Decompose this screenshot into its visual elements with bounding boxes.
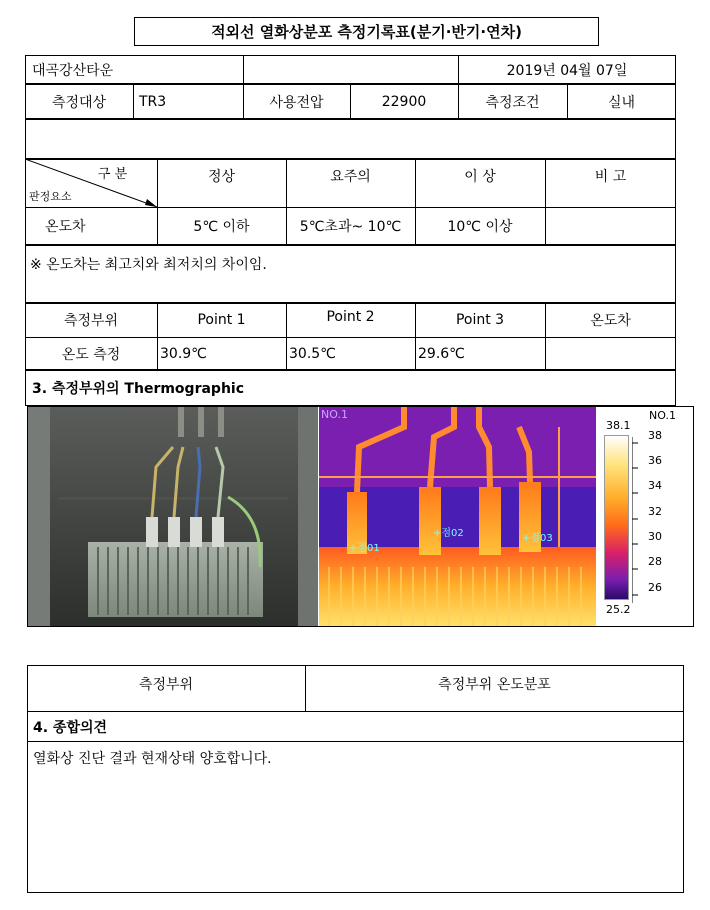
- scale-tick: 34: [648, 479, 662, 492]
- measure-value3: 29.6℃: [418, 345, 465, 362]
- criteria-col-remarks: 비 고: [594, 169, 627, 185]
- criteria-col-caution: 요주의: [330, 169, 371, 185]
- opinion-text: 열화상 진단 결과 현재상태 양호합니다.: [33, 751, 272, 767]
- scale-tick-marks: [632, 435, 646, 605]
- criteria-normal-value: 5℃ 이하: [193, 219, 250, 235]
- section3-title: 3. 측정부위의 Thermographic: [25, 370, 676, 406]
- voltage-label: 사용전압: [269, 94, 324, 111]
- date-field: 2019년 04월 07일: [458, 55, 676, 84]
- scale-max: 38.1: [606, 419, 631, 432]
- measure-point3-label: Point 3: [455, 312, 505, 328]
- bottom-col-position: 측정부위: [138, 677, 194, 693]
- measure-diff-label: 온도차: [590, 313, 631, 329]
- criteria-abnormal-value: 10℃ 이상: [447, 219, 513, 235]
- measure-diff-value: [545, 337, 676, 370]
- thermal-label-top-left: NO.1: [321, 408, 348, 421]
- criteria-header-category: 구 분: [97, 166, 128, 182]
- marker-point1: +점01: [349, 543, 380, 554]
- scale-tick: 36: [648, 454, 662, 467]
- section4-title: 4. 종합의견: [33, 719, 108, 736]
- condition-label: 측정조건: [485, 94, 540, 111]
- blank-row: [25, 119, 676, 159]
- scale-tick: 32: [648, 505, 662, 518]
- target-value: TR3: [139, 93, 167, 110]
- marker-point2: +점02: [433, 528, 464, 539]
- criteria-row-label: 온도차: [45, 219, 86, 235]
- criteria-col-abnormal: 이 상: [464, 169, 496, 185]
- thermal-label-top: NO.1: [649, 409, 676, 422]
- scale-tick: 26: [648, 581, 662, 594]
- criteria-col-normal: 정상: [207, 169, 236, 185]
- condition-value: 실내: [607, 94, 636, 111]
- measure-row-label: 온도 측정: [61, 346, 121, 363]
- criteria-caution-value: 5℃초과~ 10℃: [299, 219, 402, 235]
- color-scale-bar: [604, 435, 629, 600]
- temperature-scale-panel: [596, 407, 693, 626]
- scale-min: 25.2: [606, 603, 631, 616]
- criteria-remarks-value: [545, 207, 676, 245]
- site-name: 대곡강산타운: [25, 55, 244, 84]
- voltage-value: 22900: [381, 93, 427, 110]
- measure-point1-label: Point 1: [197, 312, 246, 328]
- note-text: ※ 온도차는 최고치와 최저치의 차이임.: [30, 257, 267, 273]
- transformer-photo: [28, 407, 318, 626]
- scale-tick: 28: [648, 555, 662, 568]
- measure-value2: 30.5℃: [289, 345, 336, 362]
- target-label: 측정대상: [51, 94, 107, 111]
- bottom-col-distribution: 측정부위 온도분포: [438, 677, 551, 693]
- marker-point3: +점03: [522, 533, 553, 544]
- thermal-image: [319, 407, 596, 626]
- criteria-header-element: 판정요소: [29, 190, 72, 203]
- transformer-photo-illustration: [28, 407, 318, 626]
- scale-tick: 38: [648, 429, 662, 442]
- measure-pos-label: 측정부위: [63, 313, 119, 329]
- document-title: 적외선 열화상분포 측정기록표(분기·반기·연차): [134, 17, 599, 46]
- thermal-image-illustration: [319, 407, 596, 626]
- scale-tick: 30: [648, 530, 662, 543]
- measure-value1: 30.9℃: [160, 345, 207, 362]
- measure-point2-label: Point 2: [326, 309, 375, 325]
